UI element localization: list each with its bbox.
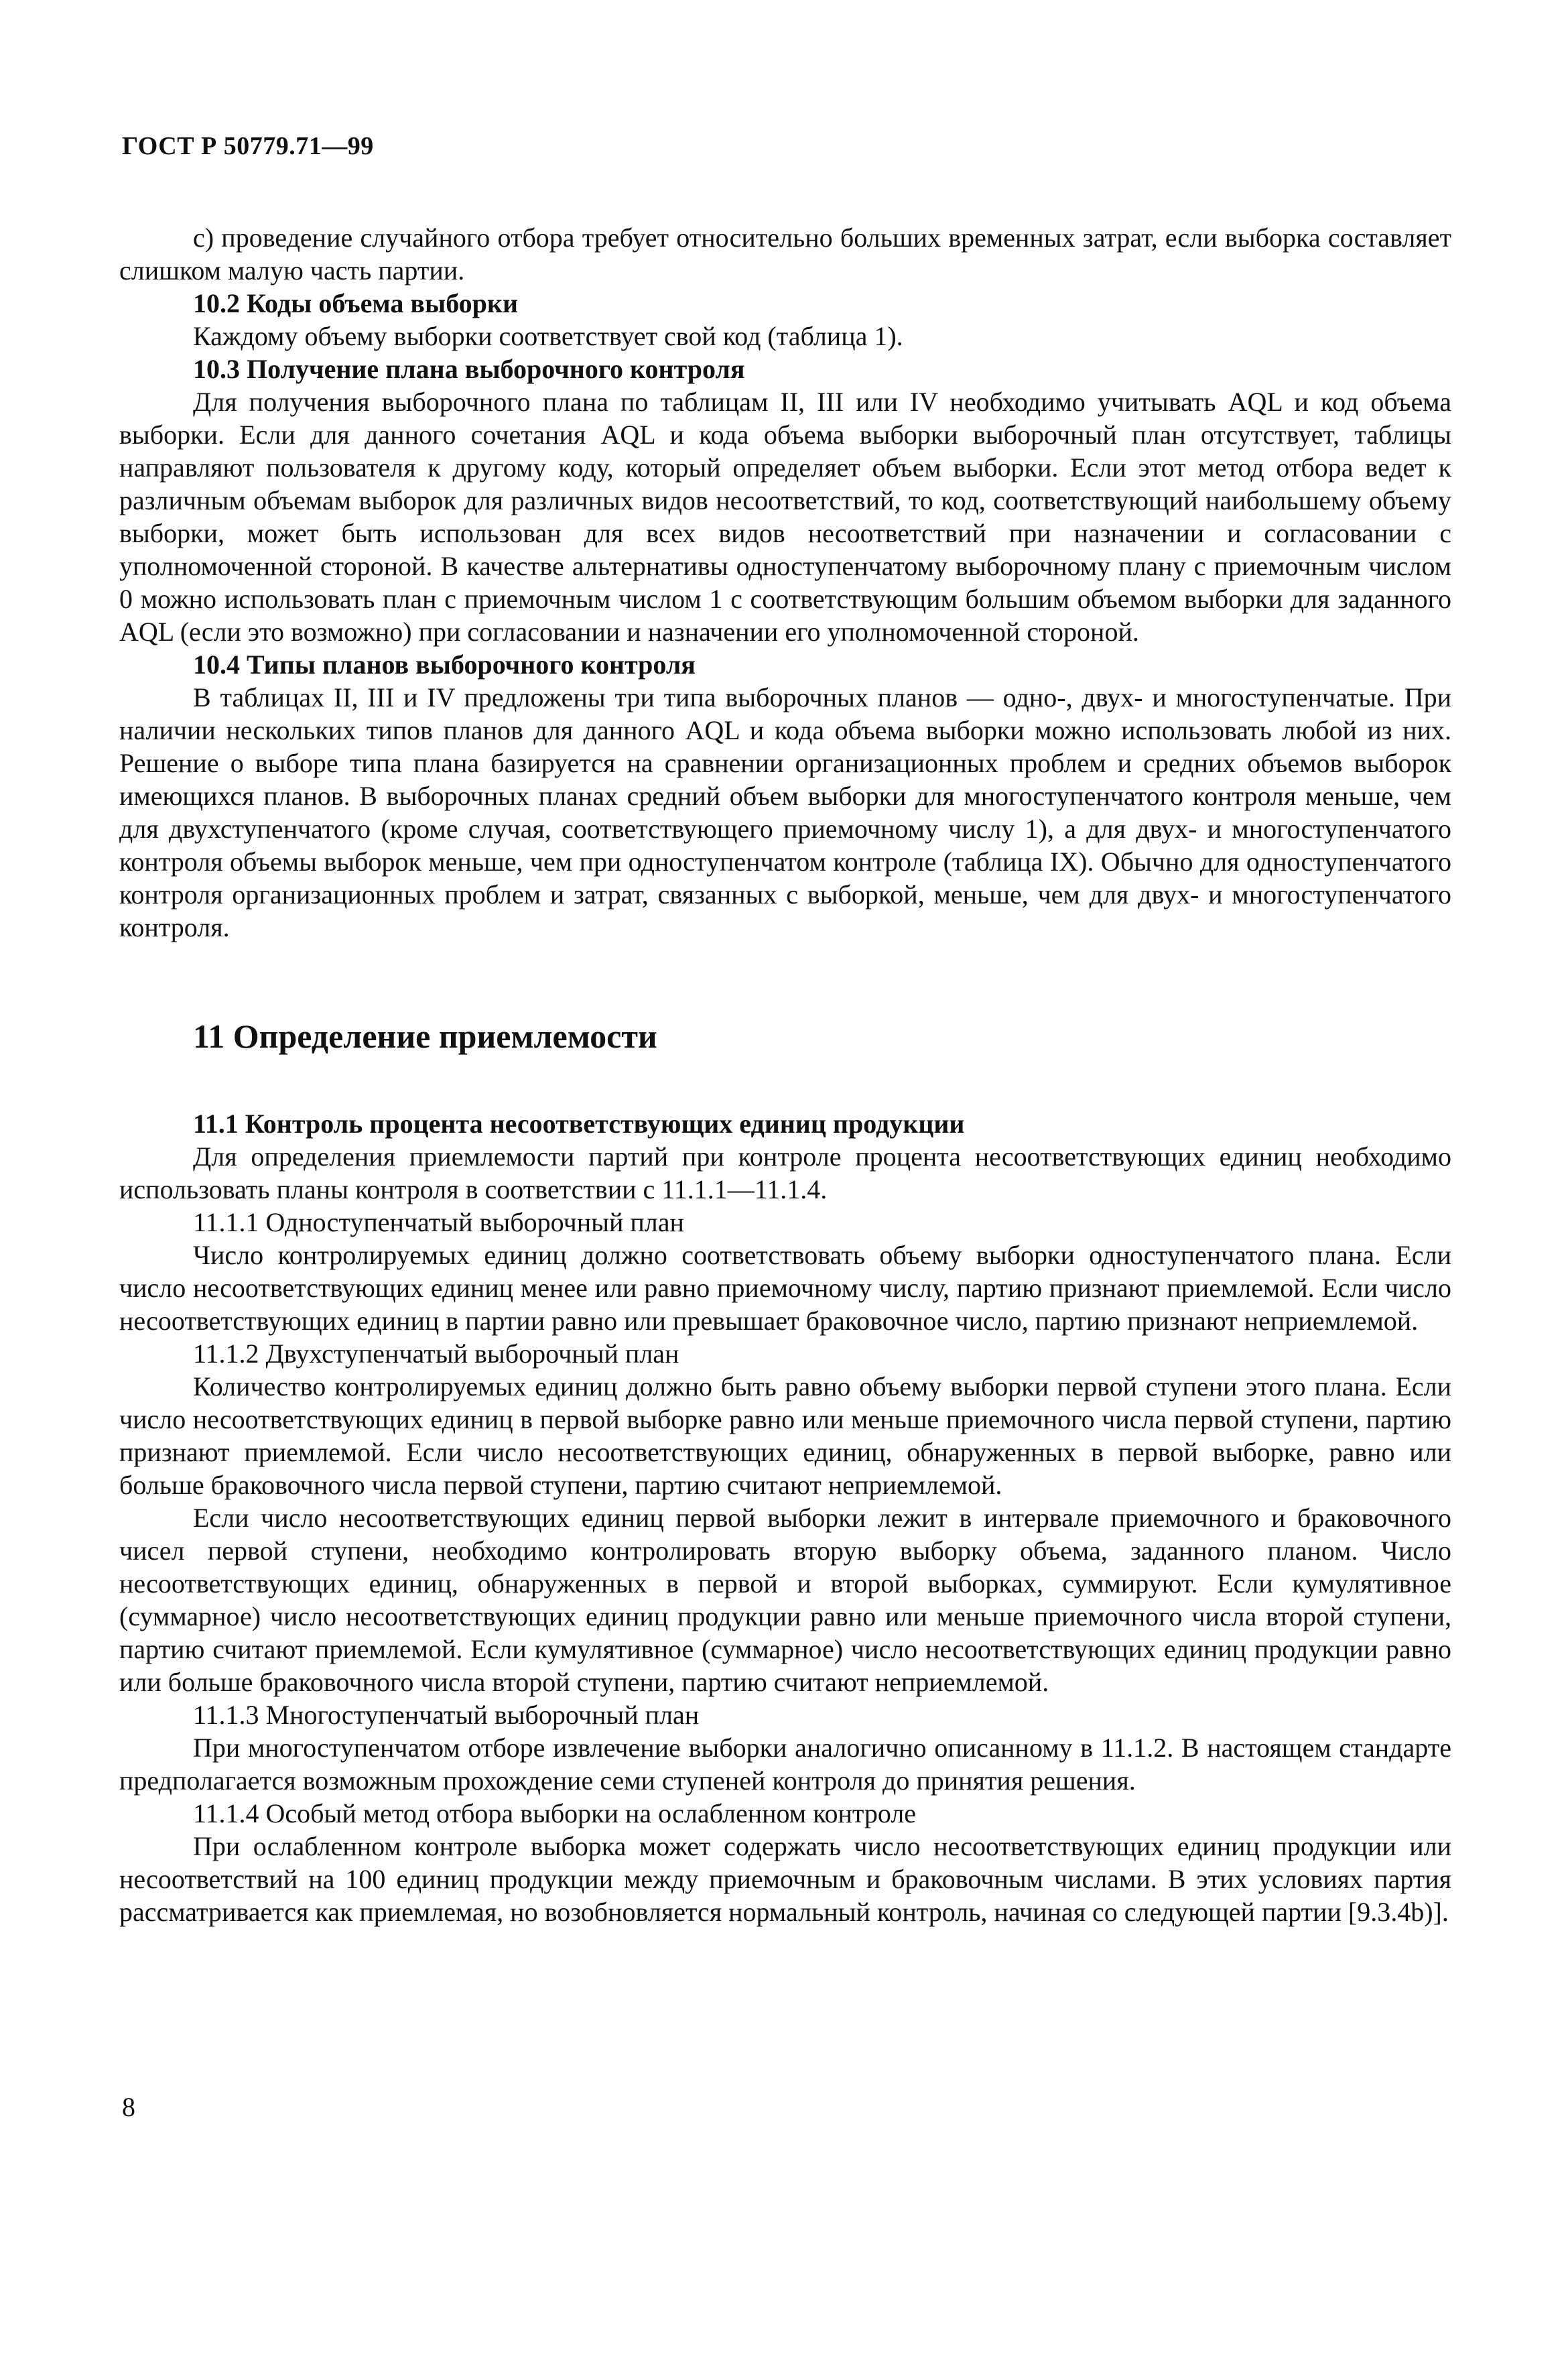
page-number: 8: [122, 2092, 135, 2122]
heading-10-3: 10.3 Получение плана выборочного контроля: [193, 354, 745, 384]
paragraph-11-1-1: Число контролируемых единиц должно соответствовать объему выборки одноступенчатого плана. Если число несоответствующих единиц менее или равно приемочному числу, партию признают приемлемой. Если число несоответствующих единиц в партии равно или превышает браковочное число, партию признают неприемлемой.: [119, 1240, 1451, 1336]
heading-10-4: 10.4 Типы планов выборочного контроля: [193, 649, 696, 680]
document-header: ГОСТ Р 50779.71—99: [122, 132, 374, 160]
paragraph-11-1-3: При многоступенчатом отборе извлечение выборки аналогично описанному в 11.1.2. В настоящем стандарте предполагается возможным прохождение семи ступеней контроля до принятия решения.: [119, 1733, 1451, 1796]
heading-10-2: 10.2 Коды объема выборки: [193, 288, 519, 318]
paragraph-11-1-4: При ослабленном контроле выборка может содержать число несоответствующих единиц продукции или несоответствий на 100 единиц продукции между приемочным и браковочным числами. В этих условиях партия рассматривается как приемлемая, но возобновляется нормальный контроль, начиная со следующей партии [9.3.4b)].: [119, 1831, 1451, 1927]
paragraph-11-1-2-a: Количество контролируемых единиц должно быть равно объему выборки первой ступени этого плана. Если число несоответствующих единиц в первой выборке равно или меньше приемочного числа первой ступени, партию признают приемлемой. Если число несоответствующих единиц, обнаруженных в первой выборке, равно или больше браковочного числа первой ступени, партию считают неприемлемой.: [119, 1371, 1451, 1500]
item-11-1-3: 11.1.3 Многоступенчатый выборочный план: [193, 1700, 700, 1730]
heading-11-1: 11.1 Контроль процента несоответствующих единиц продукции: [193, 1109, 965, 1139]
document-body: [119, 221, 1451, 1928]
paragraph-10-2: Каждому объему выборки соответствует свой код (таблица 1).: [193, 321, 903, 351]
paragraph-11-1-2-b: Если число несоответствующих единиц первой выборки лежит в интервале приемочного и браковочного чисел первой ступени, необходимо контролировать вторую выборку объема, заданного планом. Число несоответствующих единиц, обнаруженных в первой и второй выборках, суммируют. Если кумулятивное (суммарное) число несоответствующих единиц продукции равно или меньше приемочного числа второй ступени, партию считают приемлемой. Если кумулятивное (суммарное) число несоответствующих единиц продукции равно или больше браковочного числа второй ступени, партию считают неприемлемой.: [119, 1503, 1451, 1697]
item-11-1-1: 11.1.1 Одноступенчатый выборочный план: [193, 1207, 684, 1237]
item-11-1-4: 11.1.4 Особый метод отбора выборки на ослабленном контроле: [193, 1798, 917, 1828]
paragraph-10-1-c: c) проведение случайного отбора требует относительно больших временных затрат, если выборка составляет слишком малую часть партии.: [119, 223, 1451, 286]
paragraph-11-1: Для определения приемлемости партий при контроле процента несоответствующих единиц необходимо использовать планы контроля в соответствии с 11.1.1—11.1.4.: [119, 1141, 1451, 1204]
item-11-1-2: 11.1.2 Двухступенчатый выборочный план: [193, 1338, 679, 1369]
section-title-11: 11 Определение приемлемости: [193, 1017, 657, 1055]
paragraph-10-4: В таблицах II, III и IV предложены три типа выборочных планов — одно-, двух- и многоступенчатые. При наличии нескольких типов планов для данного AQL и кода объема выборки можно использовать любой из них. Решение о выборе типа плана базируется на сравнении организационных проблем и средних объемов выборок имеющихся планов. В выборочных планах средний объем выборки для многоступенчатого контроля меньше, чем для двухступенчатого (кроме случая, соответствующего приемочному числу 1), а для двух- и многоступенчатого контроля объемы выборок меньше, чем при одноступенчатом контроле (таблица IX). Обычно для одноступенчатого контроля организационных проблем и затрат, связанных с выборкой, меньше, чем для двух- и многоступенчатого контроля.: [119, 682, 1451, 942]
paragraph-10-3: Для получения выборочного плана по таблицам II, III или IV необходимо учитывать AQL и код объема выборки. Если для данного сочетания AQL и кода объема выборки выборочный план отсутствует, таблицы направляют пользователя к другому коду, который определяет объем выборки. Если этот метод отбора ведет к различным объемам выборок для различных видов несоответствий, то код, соответствующий наибольшему объему выборки, может быть использован для всех видов несоответствий при назначении и согласовании с уполномоченной стороной. В качестве альтернативы одноступенчатому выборочному плану с приемочным числом 0 можно использовать план с приемочным числом 1 с соответствующим большим объемом выборки для заданного AQL (если это возможно) при согласовании и назначении его уполномоченной стороной.: [119, 387, 1452, 647]
